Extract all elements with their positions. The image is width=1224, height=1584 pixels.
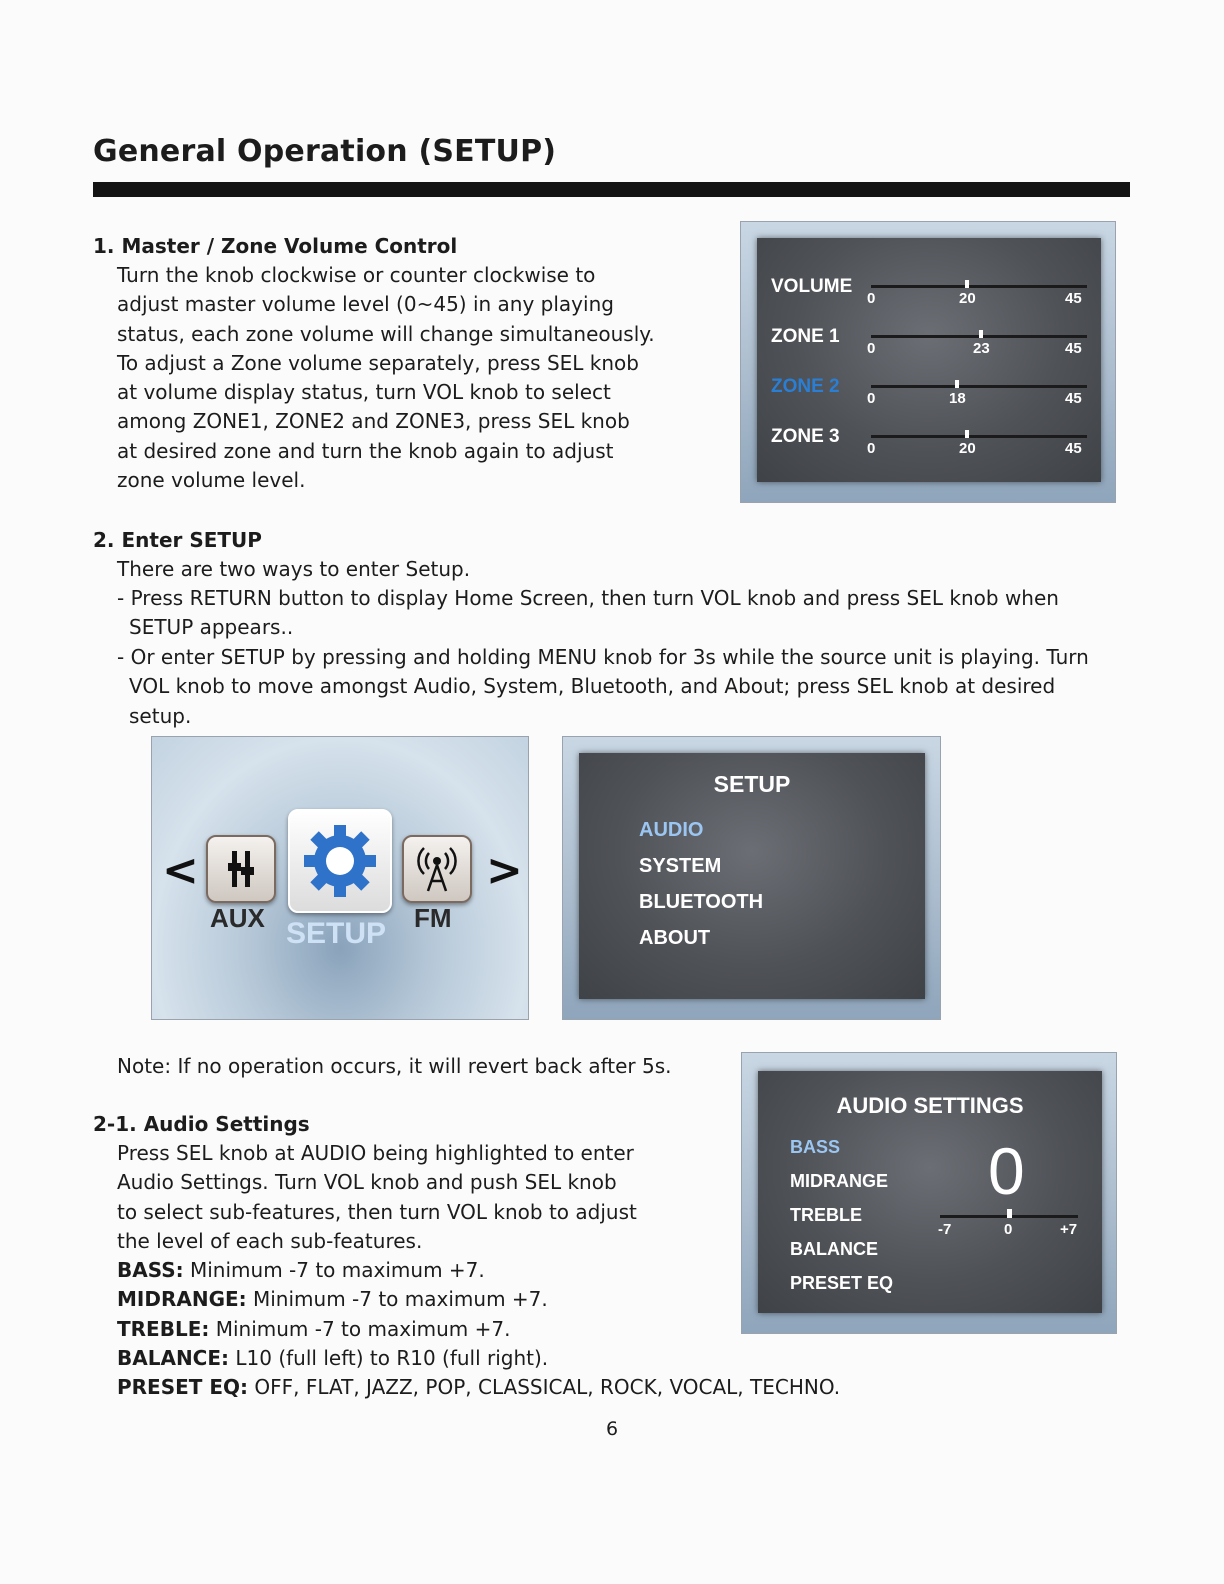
section-2-1-line: Audio Settings. Turn VOL knob and push SEL knob [117, 1170, 617, 1195]
aux-icon [208, 837, 274, 901]
spec-text: OFF, FLAT, JAZZ, POP, CLASSICAL, ROCK, VOCAL, TECHNO. [248, 1375, 841, 1400]
volume-slider-track[interactable] [871, 285, 1087, 288]
section-1-line: among ZONE1, ZONE2 and ZONE3, press SEL knob [117, 409, 630, 434]
volume-screenshot [740, 221, 1116, 503]
volume-max: 45 [1065, 290, 1082, 307]
spec-name: BALANCE: [117, 1346, 230, 1371]
volume-value: 20 [959, 440, 976, 457]
aux-label: AUX [210, 903, 265, 933]
section-2-1-line: to select sub-features, then turn VOL knob to adjust [117, 1199, 637, 1224]
volume-min: 0 [867, 290, 876, 307]
section-2-1-body [117, 1139, 841, 1403]
audio-max: +7 [1060, 1221, 1078, 1238]
page-title: General Operation (SETUP) [93, 134, 557, 169]
gear-icon [290, 811, 390, 911]
left-arrow-icon[interactable]: < [162, 845, 199, 896]
audio-settings-display [758, 1071, 1102, 1313]
menu-item-system[interactable]: SYSTEM [639, 855, 722, 877]
volume-row-label: VOLUME [771, 276, 853, 297]
section-2-heading: 2. Enter SETUP [93, 528, 262, 552]
audio-item-balance[interactable]: BALANCE [790, 1239, 878, 1259]
setup-tile[interactable] [288, 809, 392, 913]
audio-item-treble[interactable]: TREBLE [790, 1205, 862, 1225]
section-2-1-line: Press SEL knob at AUDIO being highlighted to enter [117, 1141, 634, 1165]
setup-menu-title: SETUP [713, 771, 791, 797]
volume-value: 20 [959, 290, 976, 307]
section-1-body [117, 261, 717, 495]
audio-value: 0 [988, 1134, 1025, 1208]
volume-row-label: ZONE 1 [771, 326, 840, 347]
spec-balance [117, 1344, 737, 1373]
fm-label: FM [414, 903, 452, 933]
volume-max: 45 [1065, 390, 1082, 407]
section-2-bullet-2: - Or enter SETUP by pressing and holding MENU knob for 3s while the source unit is playing. Turn VOL knob to move amongst Audio, System, Bluetooth, and About; press SEL knob at desired setup. [117, 645, 1089, 728]
menu-item-bluetooth[interactable]: BLUETOOTH [639, 891, 764, 913]
fm-antenna-icon [404, 837, 470, 901]
volume-min: 0 [867, 390, 876, 407]
home-screenshot [151, 736, 529, 1020]
volume-min: 0 [867, 440, 876, 457]
spec-name: TREBLE: [117, 1316, 210, 1341]
spec-name: BASS: [117, 1258, 184, 1283]
volume-slider-knob[interactable] [965, 430, 969, 438]
section-1-line: zone volume level. [117, 468, 306, 493]
page-number: 6 [605, 1418, 619, 1440]
section-2-1-line: the level of each sub-features. [117, 1228, 423, 1253]
spec-treble [117, 1315, 737, 1344]
menu-item-about[interactable]: ABOUT [639, 927, 711, 949]
spec-text: Minimum -7 to maximum +7. [246, 1287, 548, 1312]
right-arrow-icon[interactable]: > [486, 845, 523, 896]
volume-slider-knob[interactable] [965, 280, 969, 288]
section-2-intro: There are two ways to enter Setup. [117, 557, 471, 581]
setup-menu-display [579, 753, 925, 999]
audio-slider-knob[interactable] [1007, 1209, 1012, 1218]
audio-settings-title: AUDIO SETTINGS [836, 1093, 1024, 1118]
title-rule [93, 182, 1130, 197]
volume-slider-track[interactable] [871, 385, 1087, 388]
section-1-heading: 1. Master / Zone Volume Control [93, 234, 458, 258]
section-1-line: To adjust a Zone volume separately, press SEL knob [117, 350, 639, 375]
setup-label: SETUP [286, 917, 387, 950]
volume-max: 45 [1065, 340, 1082, 357]
audio-item-bass[interactable]: BASS [790, 1137, 841, 1157]
fm-tile[interactable] [402, 835, 472, 903]
volume-value: 23 [973, 340, 990, 357]
section-2-1-heading: 2-1. Audio Settings [93, 1112, 310, 1136]
section-2-bullet-1: - Press RETURN button to display Home Screen, then turn VOL knob and press SEL knob when SETUP appears.. [117, 586, 1059, 640]
spec-preset-eq [117, 1373, 841, 1402]
volume-row[interactable] [757, 376, 1115, 416]
audio-settings-screenshot [741, 1052, 1117, 1334]
audio-mid: 0 [1004, 1221, 1013, 1238]
volume-row-label: ZONE 2 [771, 376, 840, 397]
volume-slider-track[interactable] [871, 335, 1087, 338]
audio-min: -7 [938, 1221, 952, 1238]
spec-text: Minimum -7 to maximum +7. [183, 1258, 485, 1283]
volume-slider-knob[interactable] [955, 380, 959, 388]
volume-row-label: ZONE 3 [771, 426, 840, 447]
audio-slider-track[interactable] [940, 1215, 1078, 1218]
spec-text: Minimum -7 to maximum +7. [209, 1316, 511, 1341]
audio-item-midrange[interactable]: MIDRANGE [790, 1171, 888, 1191]
spec-bass [117, 1256, 737, 1285]
section-1-line: adjust master volume level (0~45) in any playing [117, 292, 614, 317]
section-1-line: Turn the knob clockwise or counter clockwise to [117, 263, 596, 287]
volume-max: 45 [1065, 440, 1082, 457]
setup-menu-screenshot [562, 736, 941, 1020]
menu-item-audio[interactable]: AUDIO [639, 819, 704, 841]
audio-item-preset-eq[interactable]: PRESET EQ [790, 1273, 894, 1293]
spec-midrange [117, 1285, 737, 1314]
volume-row[interactable] [757, 276, 1115, 316]
section-1-line: at desired zone and turn the knob again to adjust [117, 438, 614, 463]
section-1-line: status, each zone volume will change simultaneously. [117, 321, 655, 346]
volume-slider-knob[interactable] [979, 330, 983, 338]
volume-row[interactable] [757, 426, 1115, 466]
volume-min: 0 [867, 340, 876, 357]
volume-slider-track[interactable] [871, 435, 1087, 438]
spec-name: PRESET EQ: [117, 1375, 249, 1400]
volume-value: 18 [949, 390, 966, 407]
volume-row[interactable] [757, 326, 1115, 366]
section-1-line: at volume display status, turn VOL knob to select [117, 380, 611, 405]
aux-tile[interactable] [206, 835, 276, 903]
spec-name: MIDRANGE: [117, 1287, 247, 1312]
note: Note: If no operation occurs, it will revert back after 5s. [117, 1054, 672, 1078]
volume-display [757, 238, 1101, 482]
spec-text: L10 (full left) to R10 (full right). [229, 1346, 549, 1371]
